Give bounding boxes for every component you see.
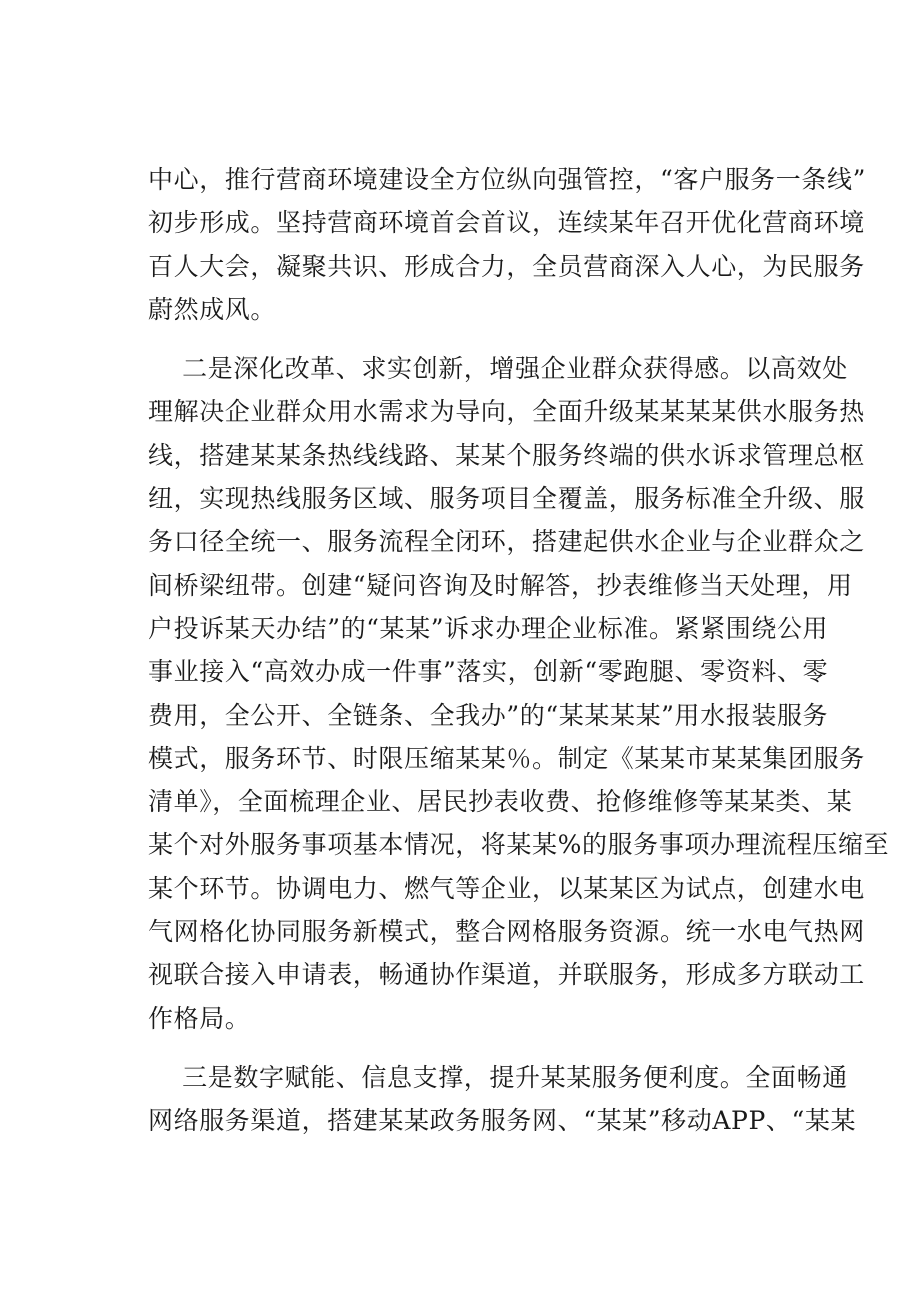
text-line: 模式，服务环节、时限压缩某某％。制定《某某市某某集团服务 bbox=[148, 743, 865, 773]
text-line: 务口径全统一、服务流程全闭环，搭建起供水企业与企业群众之 bbox=[148, 527, 865, 557]
text-line: 纽，实现热线服务区域、服务项目全覆盖，服务标准全升级、服 bbox=[148, 484, 865, 514]
text-line: 三是数字赋能、信息支撑，提升某某服务便利度。全面畅通 bbox=[148, 1062, 848, 1092]
text-line: 百人大会，凝聚共识、形成合力，全员营商深入人心，为民服务 bbox=[148, 251, 865, 281]
paragraph-3 bbox=[148, 1056, 857, 1143]
document-body bbox=[148, 158, 890, 1143]
text-line: 气网格化协同服务新模式，整合网格服务资源。统一水电气热网 bbox=[148, 917, 865, 947]
text-line: 线，搭建某某条热线线路、某某个服务终端的供水诉求管理总枢 bbox=[148, 440, 865, 470]
text-line: 间桥梁纽带。创建“疑问咨询及时解答，抄表维修当天处理，用 bbox=[148, 570, 853, 600]
text-line: 清单》，全面梳理企业、居民抄表收费、抢修维修等某某类、某 bbox=[148, 787, 853, 817]
text-line: 视联合接入申请表，畅通协作渠道，并联服务，形成多方联动工 bbox=[148, 960, 865, 990]
text-line: 中心，推行营商环境建设全方位纵向强管控，“客户服务一条线” bbox=[148, 165, 866, 194]
text-line: 蔚然成风。 bbox=[148, 294, 277, 324]
paragraph-1 bbox=[148, 158, 866, 331]
paragraph-2 bbox=[148, 347, 890, 1040]
text-line: 网络服务渠道，搭建某某政务服务网、“某某”移动APP、“某某 bbox=[148, 1106, 857, 1136]
text-line: 理解决企业群众用水需求为导向，全面升级某某某某供水服务热 bbox=[148, 397, 865, 427]
text-line: 户投诉某天办结”的“某某”诉求办理企业标准。紧紧围绕公用 bbox=[148, 613, 829, 643]
text-line: 某个环节。协调电力、燃气等企业，以某某区为试点，创建水电 bbox=[148, 873, 865, 903]
text-line: 费用，全公开、全链条、全我办”的“某某某某”用水报装服务 bbox=[148, 700, 829, 730]
text-line: 作格局。 bbox=[148, 1003, 251, 1033]
text-line: 二是深化改革、求实创新，增强企业群众获得感。以高效处 bbox=[148, 354, 848, 384]
text-line: 初步形成。坚持营商环境首会首议，连续某年召开优化营商环境 bbox=[148, 208, 865, 238]
text-line: 事业接入“高效办成一件事”落实，创新“零跑腿、零资料、零 bbox=[148, 657, 829, 687]
text-line: 某个对外服务事项基本情况，将某某%的服务事项办理流程压缩至 bbox=[148, 830, 890, 860]
